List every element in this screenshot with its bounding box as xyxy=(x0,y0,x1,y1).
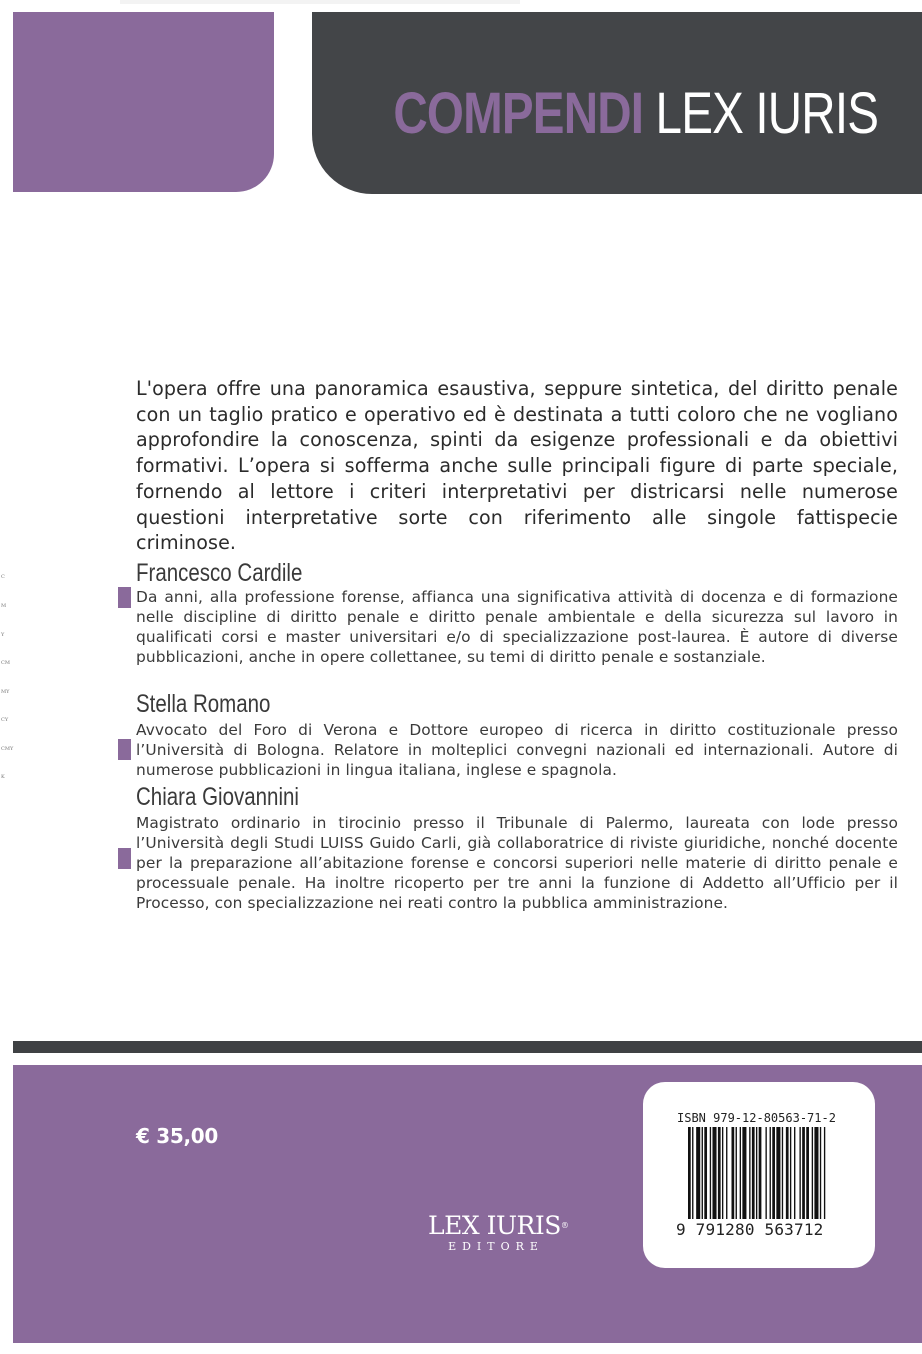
print-header-strip xyxy=(120,0,520,4)
barcode-bar xyxy=(782,1127,783,1219)
registration-mark: K xyxy=(1,774,5,780)
author-marker-2 xyxy=(118,739,131,760)
barcode-bar xyxy=(688,1127,691,1219)
barcode-bar xyxy=(726,1127,727,1219)
series-title-word-1: COMPENDI xyxy=(393,81,644,146)
registration-mark: Y xyxy=(1,632,5,638)
barcode-bar xyxy=(756,1127,757,1219)
barcode-bar xyxy=(772,1127,775,1219)
top-left-color-block xyxy=(13,12,274,192)
registration-mark: CY xyxy=(1,717,9,723)
book-description: L'opera offre una panoramica esaustiva, seppure sintetica, del diritto penale con un taglio pratico e operativo ed è destinata a tutti coloro che ne vogliano approfondire la conoscenza, spinti da esigenze professionali e da obiettivi formativi. L’opera si sofferma anche sulle principali figure di parte speciale, fornendo al lettore i criteri interpretativi per districarsi nelle numerose questioni interpretative sorte con riferimento alle singole fattispecie criminose. xyxy=(136,377,898,555)
author-marker-1 xyxy=(118,587,131,608)
series-title-word-2: LEX IURIS xyxy=(655,81,878,146)
author-name-1: Francesco Cardile xyxy=(136,559,303,587)
barcode-bar xyxy=(742,1127,746,1219)
registration-mark: C xyxy=(1,574,5,580)
barcode-bar xyxy=(799,1127,800,1219)
barcode-bar xyxy=(740,1127,741,1219)
author-marker-3 xyxy=(118,848,131,869)
barcode-bar xyxy=(712,1127,716,1219)
publisher-logo xyxy=(428,1211,569,1254)
barcode-bar xyxy=(736,1127,737,1219)
barcode-bar xyxy=(696,1127,700,1219)
ean-number: 9 791280 563712 xyxy=(676,1220,824,1239)
author-bio-2: Avvocato del Foro di Verona e Dottore europeo di ricerca in diritto costituzionale presso l’Università di Bologna. Relatore in molteplici convegni nazionali ed internazionali. Autore di numerose pubblicazioni in lingua italiana, inglese e spagnola. xyxy=(136,721,898,779)
series-title xyxy=(393,78,878,150)
barcode-bar xyxy=(776,1127,780,1219)
barcode-bar xyxy=(731,1127,734,1219)
barcode-bar xyxy=(794,1127,795,1219)
barcode-bar xyxy=(752,1127,755,1219)
barcode-bar xyxy=(710,1127,711,1219)
author-bio-3: Magistrato ordinario in tirocinio presso il Tribunale di Palermo, laureata con lode presso l’Università degli Studi LUISS Guido Carli, già collaboratrice di riviste giuridiche, nonché docente per la preparazione all’abitazione forense e concorsi superiori nelle materie di diritto penale e processuale penale. Ha inoltre ricoperto per tre anni la funzione di Addetto all’Ufficio per il Processo, con specializzazione nei reati contro la pubblica amministrazione. xyxy=(136,814,898,912)
price-label: € 35,00 xyxy=(136,1124,219,1148)
registration-mark: M xyxy=(1,603,7,609)
barcode-bar xyxy=(802,1127,805,1219)
barcode-bar xyxy=(759,1127,762,1219)
author-name-2: Stella Romano xyxy=(136,690,271,718)
barcode-bar xyxy=(770,1127,771,1219)
barcode-bar xyxy=(806,1127,809,1219)
publisher-name: LEX IURIS® xyxy=(428,1211,569,1240)
barcode-bar xyxy=(704,1127,707,1219)
barcode-bar xyxy=(702,1127,703,1219)
registration-mark: MY xyxy=(1,689,10,695)
barcode-bar xyxy=(722,1127,723,1219)
barcode-bar xyxy=(749,1127,750,1219)
barcode-bar xyxy=(765,1127,766,1219)
barcode-bar xyxy=(812,1127,813,1219)
barcode-bar xyxy=(692,1127,693,1219)
author-bio-1: Da anni, alla professione forense, affianca una significativa attività di docenza e di formazione nelle discipline di diritto penale e diritto penale ambientale e della sicurezza sul lavoro in qualificati corsi e master universitari e/o di specializzazione post-laurea. È autore di diverse pubblicazioni, anche in opere collettanee, su temi di diritto penale e sostanziale. xyxy=(136,588,898,666)
divider-bar xyxy=(13,1041,922,1053)
registered-mark: ® xyxy=(560,1221,569,1230)
barcode-bar xyxy=(814,1127,818,1219)
barcode-bar xyxy=(790,1127,791,1219)
registration-mark: CMY xyxy=(1,746,14,752)
barcode-bar xyxy=(718,1127,721,1219)
barcode-bar xyxy=(824,1127,825,1219)
barcode xyxy=(688,1127,828,1219)
registration-mark: CM xyxy=(1,660,10,666)
publisher-subtitle: EDITORE xyxy=(448,1240,544,1253)
isbn-label: ISBN 979-12-80563-71-2 xyxy=(677,1111,836,1125)
barcode-bar xyxy=(820,1127,821,1219)
author-name-3: Chiara Giovannini xyxy=(136,783,299,811)
barcode-bar xyxy=(786,1127,789,1219)
